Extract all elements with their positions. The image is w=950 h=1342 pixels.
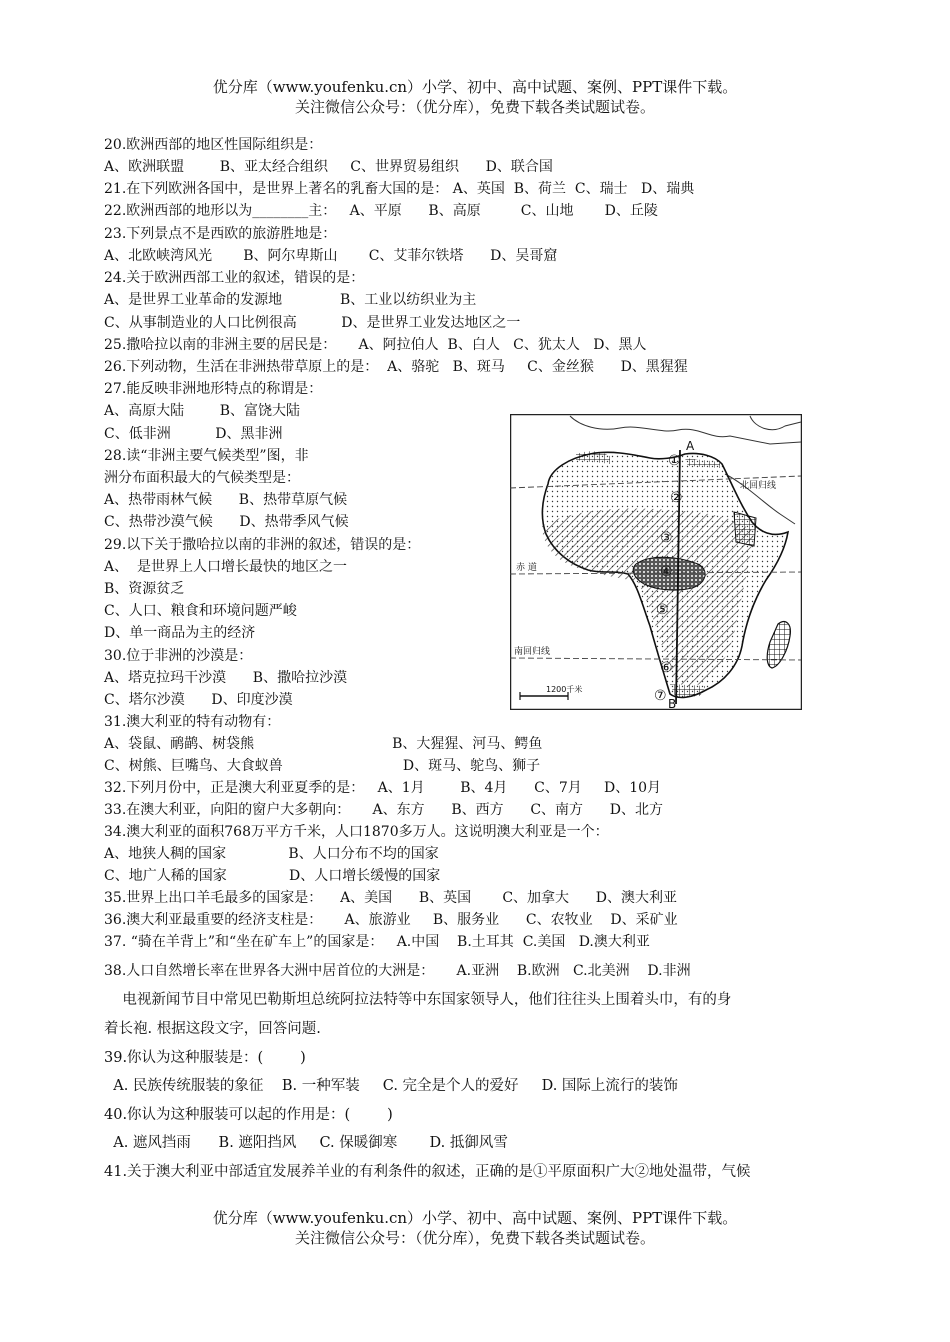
passage-line-2: 着长袍. 根据这段文字，回答问题. xyxy=(104,1021,321,1037)
question-39-options: A. 民族传统服装的象征 B. 一种军装 C. 完全是个人的爱好 D. 国际上流行的装饰 xyxy=(104,1078,678,1094)
map-label-3: ③ xyxy=(660,530,673,546)
question-31: 31.澳大利亚的特有动物有： xyxy=(104,714,281,730)
question-20: 20.欧洲西部的地区性国际组织是： xyxy=(104,137,323,153)
map-point-b: B xyxy=(668,697,677,710)
question-30-options-2: C、塔尔沙漠 D、印度沙漠 xyxy=(104,692,293,708)
question-36: 36.澳大利亚最重要的经济支柱是： A、旅游业 B、服务业 C、农牧业 D、采矿业 xyxy=(104,912,678,928)
map-tropic-north: 北回归线 xyxy=(740,481,777,491)
footer-line-2: 关注微信公众号：（优分库），免费下载各类试题试卷。 xyxy=(294,1229,655,1247)
map-point-a: A xyxy=(686,439,695,453)
question-29-option-d: D、单一商品为主的经济 xyxy=(104,625,256,641)
header-line-2: 关注微信公众号：（优分库），免费下载各类试题试卷。 xyxy=(294,98,655,116)
question-34: 34.澳大利亚的面积768万平方千米，人口1870多万人。这说明澳大利亚是一个： xyxy=(104,824,609,840)
question-23-options: A、北欧峡湾风光 B、阿尔卑斯山 C、艾菲尔铁塔 D、吴哥窟 xyxy=(104,248,558,264)
question-33: 33.在澳大利亚，向阳的窗户大多朝向： A、东方 B、西方 C、南方 D、北方 xyxy=(104,802,663,818)
question-27-options-2: C、低非洲 D、黑非洲 xyxy=(104,426,283,442)
question-28-line-2: 洲分布面积最大的气候类型是： xyxy=(104,470,300,486)
question-28-options-1: A、热带雨林气候 B、热带草原气候 xyxy=(104,492,348,508)
question-27-options-1: A、高原大陆 B、富饶大陆 xyxy=(104,403,300,419)
africa-climate-map xyxy=(510,414,802,710)
footer-line-1: 优分库（www.youfenku.cn）小学、初中、高中试题、案例、PPT课件下载。 xyxy=(212,1209,738,1227)
question-26: 26.下列动物，生活在非洲热带草原上的是： A、骆驼 B、斑马 C、金丝猴 D、黑猩猩 xyxy=(104,359,688,375)
question-20-options: A、欧洲联盟 B、亚太经合组织 C、世界贸易组织 D、联合国 xyxy=(104,159,553,175)
map-tropic-south: 南回归线 xyxy=(514,647,551,657)
header-line-1: 优分库（www.youfenku.cn）小学、初中、高中试题、案例、PPT课件下载。 xyxy=(212,78,738,96)
question-40: 40.你认为这种服装可以起的作用是：( ) xyxy=(104,1107,393,1123)
question-41: 41.关于澳大利亚中部适宜发展养羊业的有利条件的叙述，正确的是①平原面积广大②地处温带，气候 xyxy=(104,1164,751,1180)
question-29-option-b: B、资源贫乏 xyxy=(104,581,185,597)
map-label-2: ② xyxy=(670,490,683,506)
question-24-options-2: C、从事制造业的人口比例很高 D、是世界工业发达地区之一 xyxy=(104,315,521,331)
question-29-option-a: A、 是世界上人口增长最快的地区之一 xyxy=(104,559,348,575)
question-25: 25.撒哈拉以南的非洲主要的居民是： A、阿拉伯人 B、白人 C、犹太人 D、黑人 xyxy=(104,337,647,353)
question-22: 22.欧洲西部的地形以为________主： A、平原 B、高原 C、山地 D、丘陵 xyxy=(104,203,658,219)
map-scale: 1200千米 xyxy=(546,685,583,694)
question-27: 27.能反映非洲地形特点的称谓是： xyxy=(104,381,323,397)
question-34-options-2: C、地广人稀的国家 D、人口增长缓慢的国家 xyxy=(104,868,441,884)
map-label-1: ① xyxy=(668,453,681,469)
question-37: 37. “骑在羊背上”和“坐在矿车上”的国家是： A.中国 B.土耳其 C.美国 D.澳大利亚 xyxy=(104,934,650,950)
question-24: 24.关于欧洲西部工业的叙述，错误的是： xyxy=(104,270,365,286)
map-label-7: ⑦ xyxy=(654,688,667,704)
question-23: 23.下列景点不是西欧的旅游胜地是： xyxy=(104,226,337,242)
question-38: 38.人口自然增长率在世界各大洲中居首位的大洲是： A.亚洲 B.欧洲 C.北美洲 D.非洲 xyxy=(104,963,691,979)
question-31-options-1: A、袋鼠、鸸鹋、树袋熊 B、大猩猩、河马、鳄鱼 xyxy=(104,736,543,752)
map-label-4: ④ xyxy=(660,564,673,580)
question-35: 35.世界上出口羊毛最多的国家是： A、美国 B、英国 C、加拿大 D、澳大利亚 xyxy=(104,890,677,906)
question-39: 39.你认为这种服装是：( ) xyxy=(104,1050,306,1066)
question-28-line-1: 28.读“非洲主要气候类型”图，非 xyxy=(104,448,309,464)
question-21: 21.在下列欧洲各国中，是世界上著名的乳畜大国的是： A、英国 B、荷兰 C、瑞士 D、瑞典 xyxy=(104,181,695,197)
question-34-options-1: A、地狭人稠的国家 B、人口分布不均的国家 xyxy=(104,846,439,862)
map-label-5: ⑤ xyxy=(656,602,669,618)
question-40-options: A. 遮风挡雨 B. 遮阳挡风 C. 保暖御寒 D. 抵御风雪 xyxy=(104,1135,508,1151)
question-32: 32.下列月份中，正是澳大利亚夏季的是： A、1月 B、4月 C、7月 D、10月 xyxy=(104,780,662,796)
question-24-options-1: A、是世界工业革命的发源地 B、工业以纺织业为主 xyxy=(104,292,477,308)
question-31-options-2: C、树熊、巨嘴鸟、大食蚁兽 D、斑马、鸵鸟、狮子 xyxy=(104,758,541,774)
question-28-options-2: C、热带沙漠气候 D、热带季风气候 xyxy=(104,514,349,530)
map-equator: 赤 道 xyxy=(516,563,537,573)
question-29-option-c: C、人口、粮食和环境问题严峻 xyxy=(104,603,297,619)
question-30-options-1: A、塔克拉玛干沙漠 B、撒哈拉沙漠 xyxy=(104,670,348,686)
question-30: 30.位于非洲的沙漠是： xyxy=(104,648,253,664)
question-29: 29.以下关于撒哈拉以南的非洲的叙述，错误的是： xyxy=(104,537,421,553)
passage-line-1: 电视新闻节目中常见巴勒斯坦总统阿拉法特等中东国家领导人，他们往往头上围着头巾，有的身 xyxy=(104,992,732,1008)
map-label-6: ⑥ xyxy=(660,660,673,676)
